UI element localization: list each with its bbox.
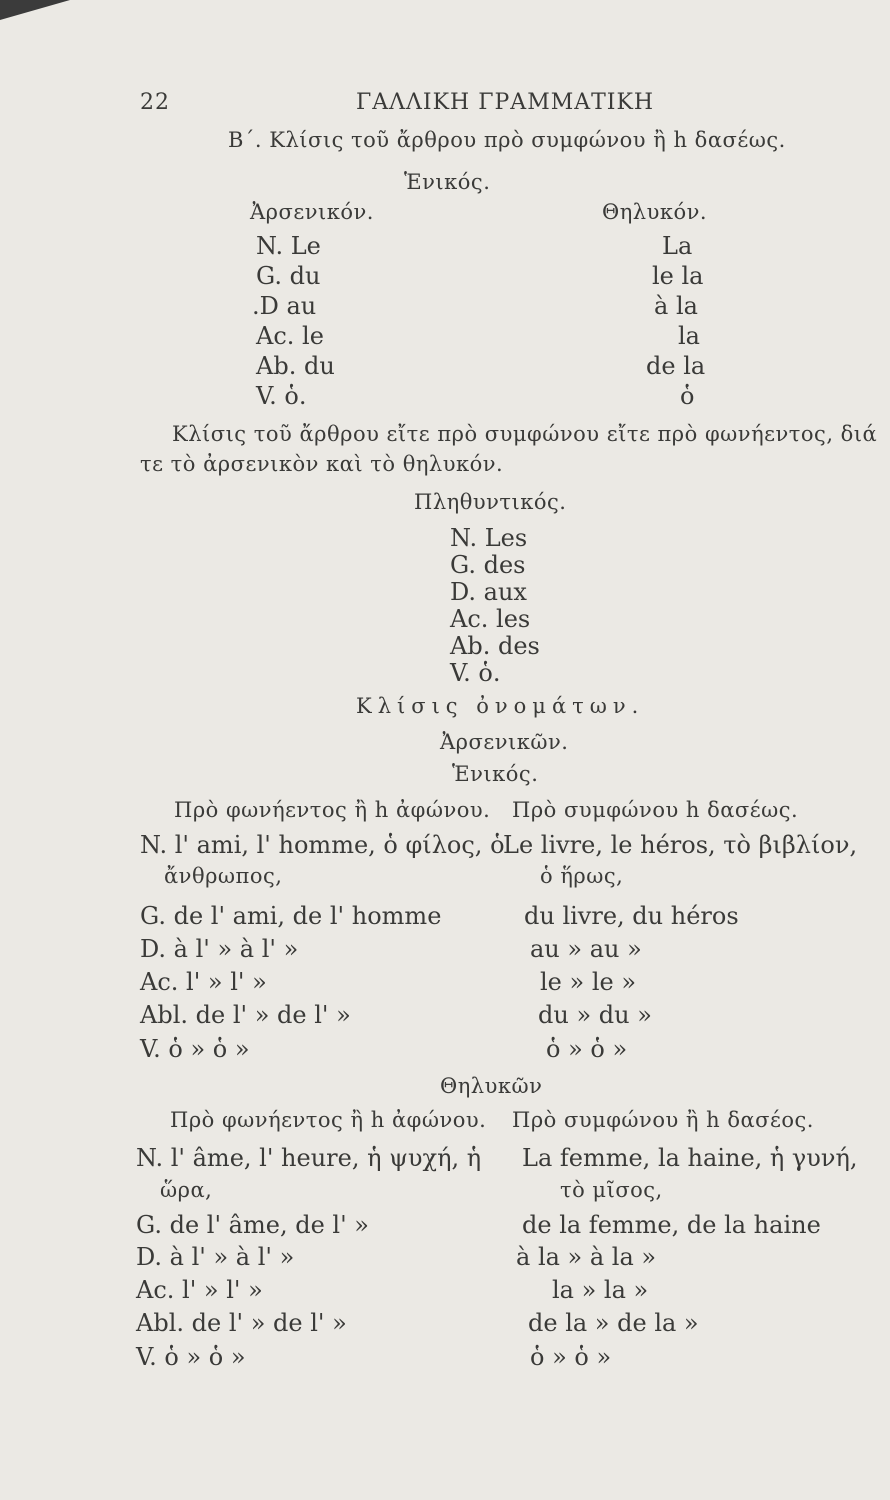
masc-genitive: G. du [256,262,321,290]
masc-noun-nominative-right: Le livre, le héros, τὸ βιβλίον, [503,831,858,859]
nouns-heading: Κλίσις ὀνομάτων. [356,694,645,718]
feminine-label: Θηλυκόν. [602,200,708,224]
masc-noun-vocative-right: ὁ » ὁ » [546,1035,628,1063]
fem-noun-accusative-right: la » la » [552,1276,649,1304]
fem-noun-nominative-left: N. l' âme, l' heure, ἡ ψυχή, ἡ [136,1144,482,1172]
masc-noun-dative-left: D. à l' » à l' » [140,935,299,963]
masc-noun-genitive-right: du livre, du héros [524,902,739,930]
masc-noun-accusative-left: Ac. l' » l' » [140,968,267,996]
plural-accusative: Ac. les [450,605,531,633]
masc-noun-vocative-left: V. ὁ » ὁ » [140,1035,250,1063]
fem-nominative: La [662,232,693,260]
masc-noun-dative-right: au » au » [530,935,642,963]
masc-noun-nominative-right-cont: ὁ ἥρως, [540,864,624,888]
fem-noun-vocative-left: V. ὁ » ὁ » [136,1343,246,1371]
plural-dative: D. aux [450,578,527,606]
masc-noun-ablative-left: Abl. de l' » de l' » [140,1001,351,1029]
fem-dative: à la [654,292,698,320]
masc-noun-nominative-left: N. l' ami, l' homme, ὁ φίλος, ὁ [140,831,505,859]
masc-vocative: V. ὁ. [256,382,307,410]
plural-note-line1: Κλίσις τοῦ ἄρθρου εἴτε πρὸ συμφώνου εἴτε πρὸ φωνήεντος, διά [172,422,878,446]
fem-accusative: la [678,322,700,350]
fem-right-heading: Πρὸ συμφώνου ἢ h δασέος. [512,1108,814,1132]
masc-nominative: N. Le [256,232,321,260]
page-corner-shadow [0,0,70,20]
plural-label: Πληθυντικός. [414,490,567,514]
fem-left-heading: Πρὸ φωνήεντος ἢ h ἀφώνου. [170,1108,487,1132]
fem-noun-dative-right: à la » à la » [516,1243,657,1271]
singular-label: Ἑνικός. [404,170,491,194]
fem-noun-accusative-left: Ac. l' » l' » [136,1276,263,1304]
plural-ablative: Ab. des [450,632,540,660]
fem-noun-ablative-left: Abl. de l' » de l' » [136,1309,347,1337]
masc-noun-nominative-left-cont: ἄνθρωπος, [164,864,283,888]
plural-vocative: V. ὁ. [450,659,501,687]
fem-noun-dative-left: D. à l' » à l' » [136,1243,295,1271]
masc-ablative: Ab. du [256,352,335,380]
nouns-singular-label: Ἑνικός. [452,762,539,786]
fem-noun-genitive-left: G. de l' âme, de l' » [136,1211,369,1239]
fem-genitive: le la [652,262,704,290]
running-title: ΓΑΛΛΙΚΗ ΓΡΑΜΜΑΤΙΚΗ [356,90,655,115]
feminine-nouns-label: Θηλυκῶν [440,1074,543,1098]
fem-vocative: ὁ [680,382,695,410]
masculine-nouns-label: Ἀρσενικῶν. [440,730,569,754]
fem-noun-nominative-right-cont: τὸ μῖσος, [560,1178,663,1202]
masc-noun-ablative-right: du » du » [538,1001,652,1029]
section-b-heading: Β΄. Κλίσις τοῦ ἄρθρου πρὸ συμφώνου ἢ h δασέως. [228,128,786,152]
masc-dative: .D au [252,292,317,320]
fem-noun-nominative-left-cont: ὥρα, [160,1178,213,1202]
plural-genitive: G. des [450,551,526,579]
plural-note-line2: τε τὸ ἀρσενικὸν καὶ τὸ θηλυκόν. [140,452,504,476]
fem-noun-nominative-right: La femme, la haine, ἡ γυνή, [522,1144,858,1172]
masc-right-heading: Πρὸ συμφώνου h δασέως. [512,798,799,822]
masc-accusative: Ac. le [256,322,324,350]
masc-left-heading: Πρὸ φωνήεντος ἢ h ἀφώνου. [174,798,491,822]
masc-noun-accusative-right: le » le » [540,968,637,996]
fem-noun-vocative-right: ὁ » ὁ » [530,1343,612,1371]
plural-nominative: N. Les [450,524,528,552]
fem-noun-genitive-right: de la femme, de la haine [522,1211,821,1239]
page-number: 22 [140,90,170,115]
masc-noun-genitive-left: G. de l' ami, de l' homme [140,902,442,930]
fem-ablative: de la [646,352,706,380]
fem-noun-ablative-right: de la » de la » [528,1309,699,1337]
masculine-label: Ἀρσενικόν. [250,200,374,224]
